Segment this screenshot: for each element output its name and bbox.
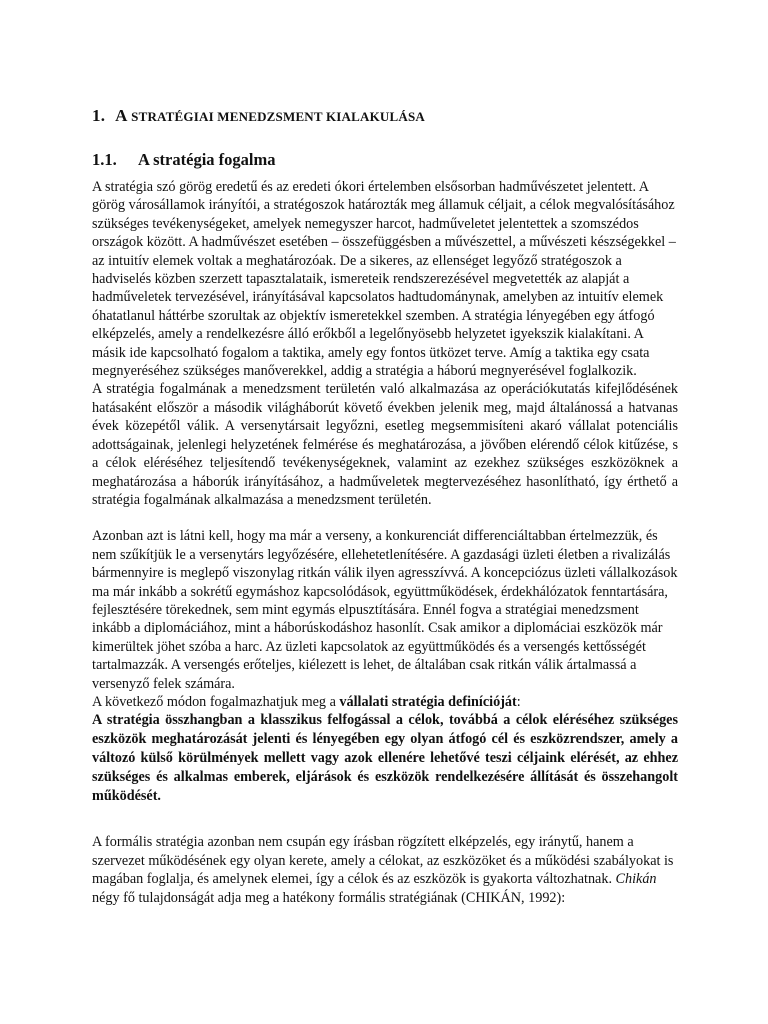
document-body [92, 178, 678, 907]
paragraph-4 [92, 693, 678, 711]
author-name: Chikán [615, 871, 657, 888]
definition-intro: A következő módon fogalmazhatjuk meg a [92, 693, 340, 710]
paragraph-3: Azonban azt is látni kell, hogy ma már a verseny, a konkurenciát differenciáltabban értelmezzük, és nem szűkítjük le a versenytárs legyőzésére, ellehetetlenítésére. A gazdasági üzleti életben a rivalizálás bármennyire is meglepő viszonylag ritkán válik ilyen agresszívvá. A koncepciózus üzleti vállalkozások ma már inkább a sokrétű egymáshoz kapcsolódások, együttműködések, érdekhálózatok fenntartására, fejlesztésére törekednek, sem mint egymás elpusztítására. Ennél fogva a stratégiai menedzsment inkább a diplomáciához, mint a háborúskodáshoz hasonlít. Csak amikor a diplomáciai eszközök már kimerültek jöhet szóba a harc. Az üzleti kapcsolatok az együttműködés és a versengés kettősségét tartalmazzák. A versengés erőteljes, kiélezett is lehet, de általában csak ritkán válik ártalmassá a versenyző felek számára. [92, 528, 678, 692]
section-title: A stratégia fogalma [138, 150, 276, 169]
paragraph-5 [92, 833, 678, 907]
chapter-title: STRATÉGIAI MENEDZSMENT KIALAKULÁSA [131, 109, 425, 124]
paragraph-5-tail: négy fő tulajdonságát adja meg a hatékony formális stratégiának (CHIKÁN, 1992): [92, 889, 566, 906]
section-heading [92, 150, 275, 170]
definition-term: vállalati stratégia definícióját [339, 693, 517, 710]
definition-block: A stratégia összhangban a klasszikus felfogással a célok, továbbá a célok eléréséhez szükséges eszközök meghatározását jelenti és lényegében egy olyan átfogó cél és eszközrendszer, amely a változó külső körülmények mellett vagy azok ellenére lehetővé teszi céljaink elérését, az ehhez szükséges és alkalmas emberek, eljárások és eszközök rendelkezésére állítását és összehangolt működését. [92, 712, 678, 805]
paragraph-2: A stratégia fogalmának a menedzsment területén való alkalmazása az operációkutatás kifejlődésének hatásaként először a második világháborút követő években jelenik meg, majd általánossá a hatvanas évek közepétől válik. A versenytársait legyőzni, esetleg megsemmisíteni akaró vállalat potenciális adottságainak, jelenlegi helyzetének felmérése és meghatározása, a jövőben elérendő célok kitűzése, s a célok eléréséhez teljesítendő tevékenységeknek, valamint az ezekhez szükséges eszközöknek a meghatározása a háborúk irányításához, a hadműveletek megtervezéséhez hasonlítható, így érthető a stratégia fogalmának alkalmazása a menedzsment területén. [92, 381, 678, 508]
paragraph-spacer [92, 509, 678, 527]
section-number: 1.1. [92, 150, 117, 169]
paragraph-1: A stratégia szó görög eredetű és az eredeti ókori értelemben elsősorban hadművészetet jelentett. A görög városállamok irányítói, a stratégoszok határozták meg államuk céljait, a célok megvalósításához szükséges tevékenységeket, amelyek nemegyszer harcot, hadműveletet jelentettek a szomszédos országok között. A hadművészet esetében – összefüggésben a művészettel, a művészeti készségekkel – az intuitív elemek voltak a meghatározóak. De a sikeres, az ellenséget legyőző stratégoszok a hadviselés közben szerzett tapasztalataik, ismereteik rendszerezésével megvetették az alapját a hadműveletek tervezésével, irányításával kapcsolatos hadtudománynak, amelyben az intuitív elemek óhatatlanul háttérbe szorultak az objektív ismeretekkel szemben. A stratégia lényegében egy átfogó elképzelés, amely a rendelkezésre álló erőkből a legelőnyösebb helyzetet igyekszik kialakítani. A másik ide kapcsolható fogalom a taktika, amely egy fontos ütközet terve. Amíg a taktika egy csata megnyeréséhez szükséges manőverekkel, addig a stratégia a háború megnyerésével foglalkozik. [92, 179, 676, 380]
definition-colon: : [516, 693, 521, 710]
paragraph-5-text: A formális stratégia azonban nem csupán egy írásban rögzített elképzelés, egy iránytű, hanem a szervezet működésének egy olyan kerete, amely a célokat, az eszközöket és a működési szabályokat is magában foglalja, és amelynek elemei, így a célok és az eszközök is gyakorta változhatnak. [92, 834, 674, 888]
chapter-heading [92, 106, 425, 126]
paragraph-spacer [92, 806, 678, 833]
chapter-initial: A [115, 106, 127, 125]
chapter-number: 1. [92, 106, 106, 125]
